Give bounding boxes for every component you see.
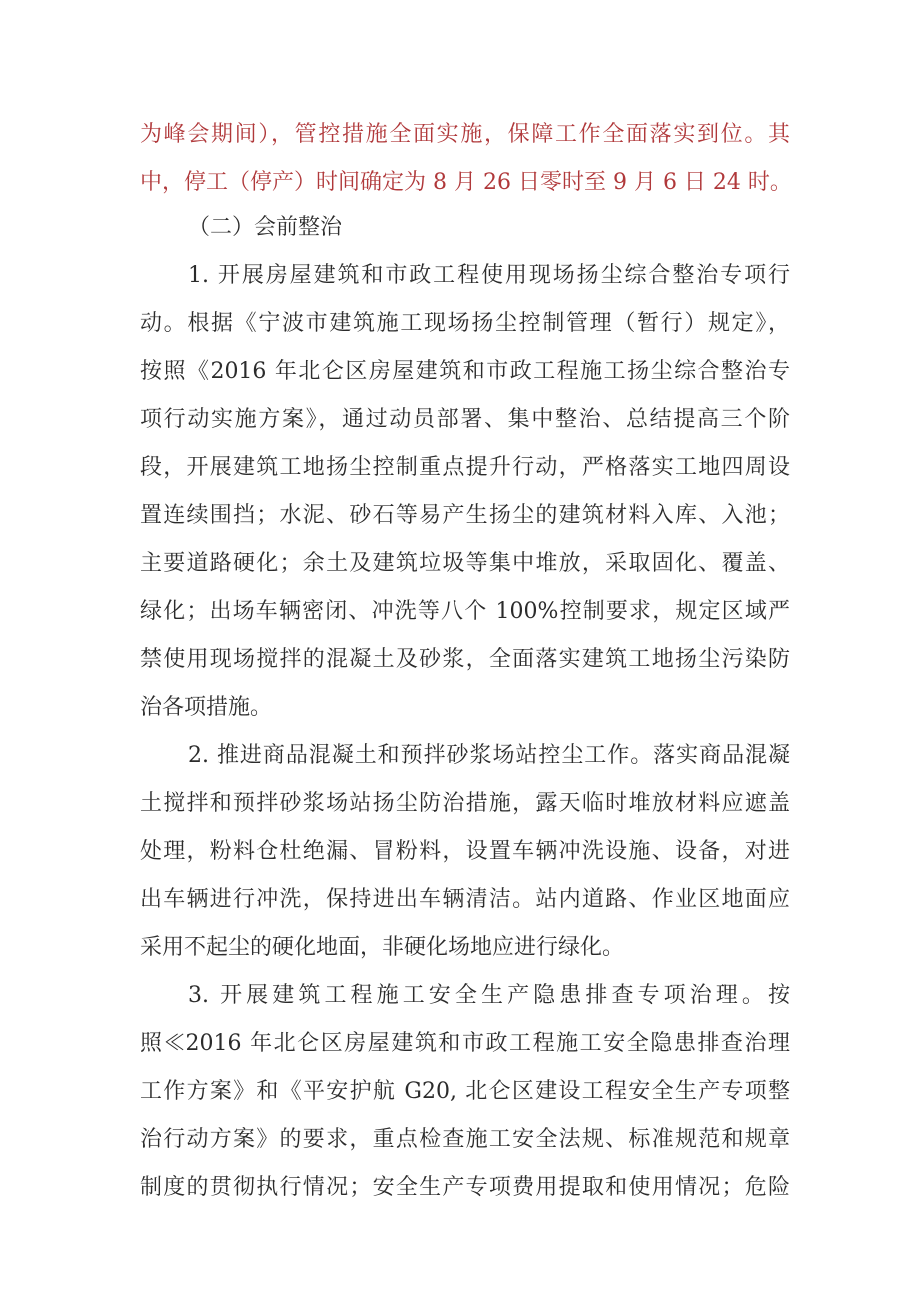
paragraph-line: 主要道路硬化；余土及建筑垃圾等集中堆放，采取固化、覆盖、 [140, 551, 790, 576]
paragraph-line: 项行动实施方案》，通过动员部署、集中整治、总结提高三个阶 [140, 407, 790, 432]
paragraph-line: 治行动方案》的要求，重点检查施工安全法规、标准规范和规章 [140, 1127, 790, 1152]
paragraph-line: 动。根据《宁波市建筑施工现场扬尘控制管理（暂行）规定》， [140, 311, 790, 336]
paragraph-line: 采用不起尘的硬化地面，非硬化场地应进行绿化。 [140, 935, 625, 960]
paragraph-line-2: 中，停工（停产）时间确定为 8 月 26 日零时至 9 月 6 日 24 时。 [140, 170, 792, 195]
paragraph-line: 出车辆进行冲洗，保持进出车辆清洁。站内道路、作业区地面应 [140, 887, 790, 912]
paragraph-line-item-1-start: 1. 开展房屋建筑和市政工程使用现场扬尘综合整治专项行 [188, 263, 790, 288]
paragraph-line: 照≪2016 年北仑区房屋建筑和市政工程施工安全隐患排查治理 [140, 1031, 790, 1056]
paragraph-line: 段，开展建筑工地扬尘控制重点提升行动，严格落实工地四周设 [140, 455, 790, 480]
paragraph-line: 治各项措施。 [140, 695, 273, 720]
paragraph-line: 制度的贯彻执行情况；安全生产专项费用提取和使用情况；危险 [140, 1175, 790, 1200]
paragraph-line: 处理，粉料仓杜绝漏、冒粉料，设置车辆冲洗设施、设备，对进 [140, 839, 790, 864]
paragraph-line: 土搅拌和预拌砂浆场站扬尘防治措施，露天临时堆放材料应遮盖 [140, 791, 790, 816]
paragraph-line: 置连续围挡；水泥、砂石等易产生扬尘的建筑材料入库、入池； [140, 503, 790, 528]
section-heading: （二）会前整治 [188, 215, 343, 240]
paragraph-line: 禁使用现场搅拌的混凝土及砂浆，全面落实建筑工地扬尘污染防 [140, 647, 790, 672]
paragraph-line-item-2-start: 2. 推进商品混凝土和预拌砂浆场站控尘工作。落实商品混凝 [188, 743, 790, 768]
paragraph-line: 绿化；出场车辆密闭、冲洗等八个 100%控制要求，规定区域严 [140, 599, 790, 624]
paragraph-line: 工作方案》和《平安护航 G20, 北仑区建设工程安全生产专项整 [140, 1079, 790, 1104]
paragraph-line-1: 为峰会期间），管控措施全面实施，保障工作全面落实到位。其 [140, 122, 790, 147]
paragraph-line-item-3-start: 3. 开展建筑工程施工安全生产隐患排查专项治理。按 [188, 983, 790, 1008]
paragraph-line: 按照《2016 年北仑区房屋建筑和市政工程施工扬尘综合整治专 [140, 359, 790, 384]
